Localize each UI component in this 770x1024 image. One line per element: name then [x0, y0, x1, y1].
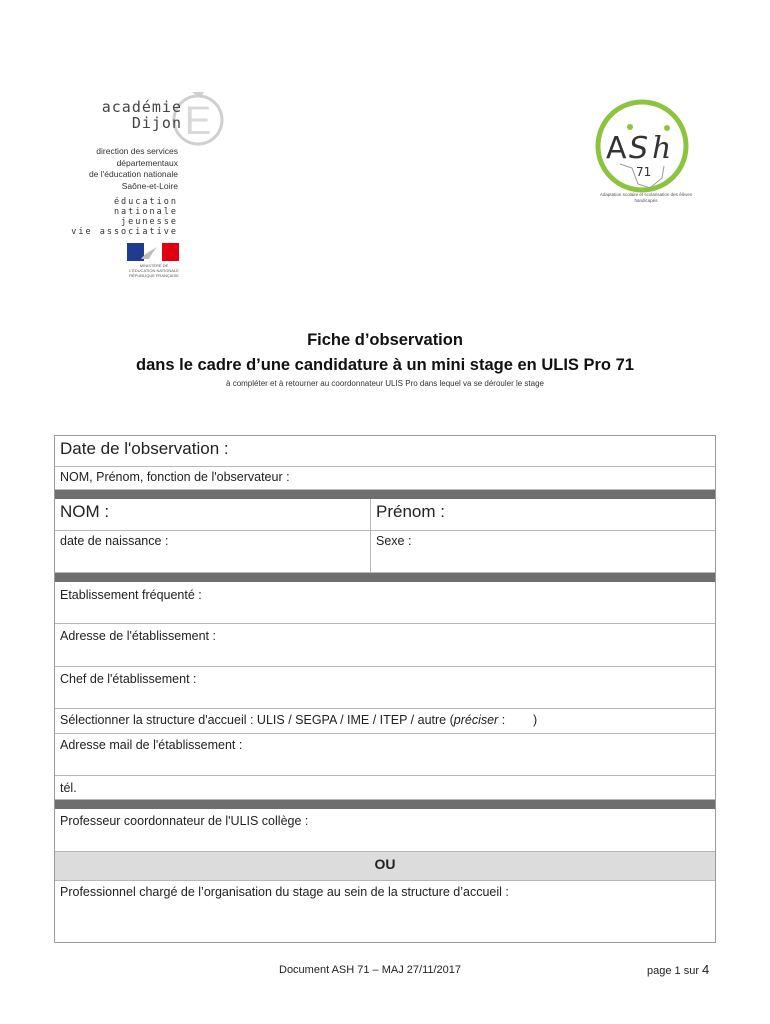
chef-row[interactable] [55, 667, 715, 709]
prof-label: Professeur coordonnateur de l'ULIS collège : [60, 814, 309, 828]
svg-text:71: 71 [636, 165, 652, 179]
nom-field[interactable] [55, 499, 371, 530]
nom-label: NOM : [60, 502, 110, 521]
mail-label: Adresse mail de l'établissement : [60, 738, 243, 752]
ou-row [55, 852, 715, 881]
ministry-text: éducation nationale jeunesse vie associative [71, 197, 178, 237]
ou-label: OU [374, 856, 396, 872]
prenom-label: Prénom : [376, 502, 445, 521]
date-label: Date de l'observation : [60, 439, 229, 458]
birth-field[interactable] [55, 531, 371, 572]
marianne-flag-icon [127, 243, 179, 261]
observation-form [54, 435, 716, 943]
academie-logo [60, 70, 240, 280]
chef-label: Chef de l'établissement : [60, 672, 197, 686]
prof-row[interactable] [55, 809, 715, 852]
tel-label: tél. [60, 781, 77, 795]
pro-label: Professionnel chargé de l’organisation du stage au sein de la structure d’accueil : [60, 885, 509, 899]
tel-row[interactable] [55, 776, 715, 800]
mail-row[interactable] [55, 734, 715, 776]
observer-row[interactable] [55, 467, 715, 490]
date-row[interactable] [55, 436, 715, 467]
section-separator [55, 490, 715, 499]
etab-address-label: Adresse de l'établissement : [60, 629, 216, 643]
structure-label: Sélectionner la structure d'accueil : ULIS / SEGPA / IME / ITEP / autre (préciser : ) [60, 713, 538, 727]
observer-label: NOM, Prénom, fonction de l'observateur : [60, 470, 290, 484]
footer-document-ref: Document ASH 71 – MAJ 27/11/2017 [279, 964, 462, 976]
etab-row[interactable] [55, 582, 715, 624]
birth-label: date de naissance : [60, 534, 169, 548]
prenom-field[interactable] [371, 499, 715, 530]
dsden-text: direction des services départementaux de l'éducation nationale Saône-et-Loire [88, 146, 178, 191]
section-separator [55, 573, 715, 582]
name-row [55, 499, 715, 531]
document-subtitle: dans le cadre d’une candidature à un mini stage en ULIS Pro 71 [136, 356, 634, 374]
birth-row [55, 531, 715, 573]
svg-text:h: h [652, 131, 672, 166]
instructions-text: à compléter et à retourner au coordonnateur ULIS Pro dans lequel va se dérouler le stage [226, 379, 544, 388]
structure-row[interactable] [55, 709, 715, 734]
etab-address-row[interactable] [55, 624, 715, 667]
document-title: Fiche d’observation [307, 331, 463, 349]
flag-caption: MINISTÈRE DE L'ÉDUCATION NATIONALE RÉPUBLIQUE FRANÇAISE [129, 263, 179, 278]
svg-text:E: E [184, 99, 212, 143]
pro-row[interactable] [55, 881, 715, 942]
section-separator [55, 800, 715, 809]
svg-text:A: A [606, 131, 627, 166]
academie-word: académie [101, 98, 182, 116]
sexe-label: Sexe : [376, 534, 412, 548]
ash-caption: Adaptation scolaire et scolarisation des élèves handicapés [599, 192, 693, 203]
academie-city: Dijon [131, 114, 182, 132]
footer-page-number: page 1 sur 4 [647, 962, 710, 977]
sexe-field[interactable] [371, 531, 715, 572]
svg-text:S: S [629, 131, 649, 166]
etab-label: Etablissement fréquenté : [60, 588, 202, 602]
